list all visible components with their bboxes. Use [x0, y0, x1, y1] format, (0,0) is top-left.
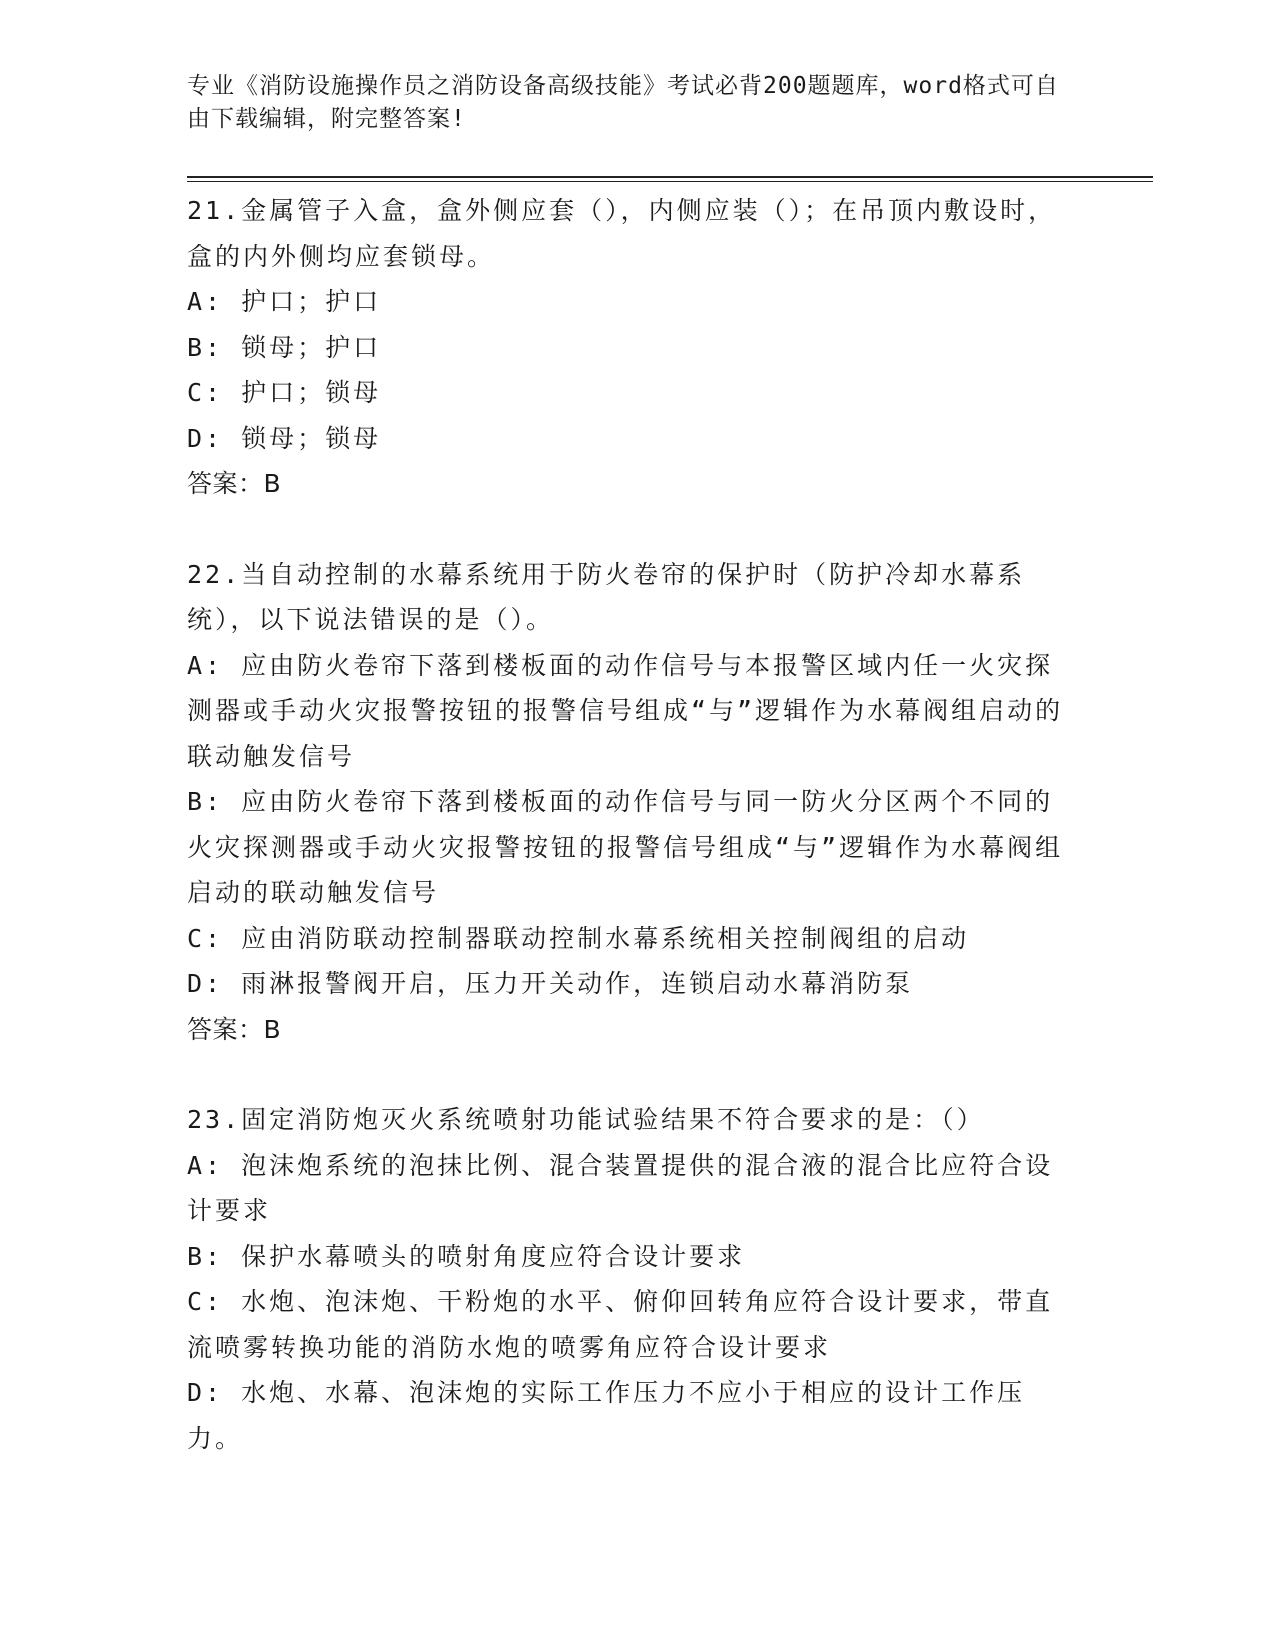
option-a: A: 泡沫炮系统的泡抹比例、混合装置提供的混合液的混合比应符合设计要求 [187, 1150, 1054, 1225]
option-a: A: 护口；护口 [187, 287, 382, 316]
question-list [187, 188, 1067, 1461]
question-stem: 23.固定消防炮灭火系统喷射功能试验结果不符合要求的是：（） [187, 1105, 985, 1134]
option-b: B: 锁母；护口 [187, 332, 382, 362]
document-header: 专业《消防设施操作员之消防设备高级技能》考试必背200题题库，word格式可自由下载编辑，附完整答案! [187, 73, 1059, 132]
option-d: D: 雨淋报警阀开启，压力开关动作，连锁启动水幕消防泵 [187, 969, 914, 998]
header-divider-thin [187, 181, 1153, 182]
header-divider-thick [187, 176, 1153, 178]
option-d: D: 水炮、水幕、泡沫炮的实际工作压力不应小于相应的设计工作压力。 [187, 1378, 1026, 1453]
option-c: C: 水炮、泡沫炮、干粉炮的水平、俯仰回转角应符合设计要求，带直流喷雾转换功能的消防水炮的喷雾角应符合设计要求 [187, 1287, 1054, 1362]
option-b: B: 保护水幕喷头的喷射角度应符合设计要求 [187, 1241, 746, 1271]
option-c: C: 护口；锁母 [187, 378, 382, 407]
answer-line: 答案：B [187, 469, 282, 498]
option-c: C: 应由消防联动控制器联动控制水幕系统相关控制阀组的启动 [187, 923, 970, 953]
answer-line: 答案：B [187, 1014, 282, 1044]
question-23 [187, 1097, 1067, 1461]
question-stem: 21.金属管子入盒，盒外侧应套（），内侧应装（）；在吊顶内敷设时，盒的内外侧均应套锁母。 [187, 196, 1057, 271]
question-22 [187, 552, 1067, 1053]
question-stem: 22.当自动控制的水幕系统用于防火卷帘的保护时（防护冷却水幕系统），以下说法错误的是（）。 [187, 559, 1026, 634]
option-a: A: 应由防火卷帘下落到楼板面的动作信号与本报警区域内任一火灾探测器或手动火灾报警按钮的报警信号组成“与”逻辑作为水幕阀组启动的联动触发信号 [187, 650, 1064, 771]
question-21 [187, 188, 1067, 507]
option-d: D: 锁母；锁母 [187, 423, 382, 453]
option-b: B: 应由防火卷帘下落到楼板面的动作信号与同一防火分区两个不同的火灾探测器或手动火灾报警按钮的报警信号组成“与”逻辑作为水幕阀组启动的联动触发信号 [187, 787, 1064, 907]
